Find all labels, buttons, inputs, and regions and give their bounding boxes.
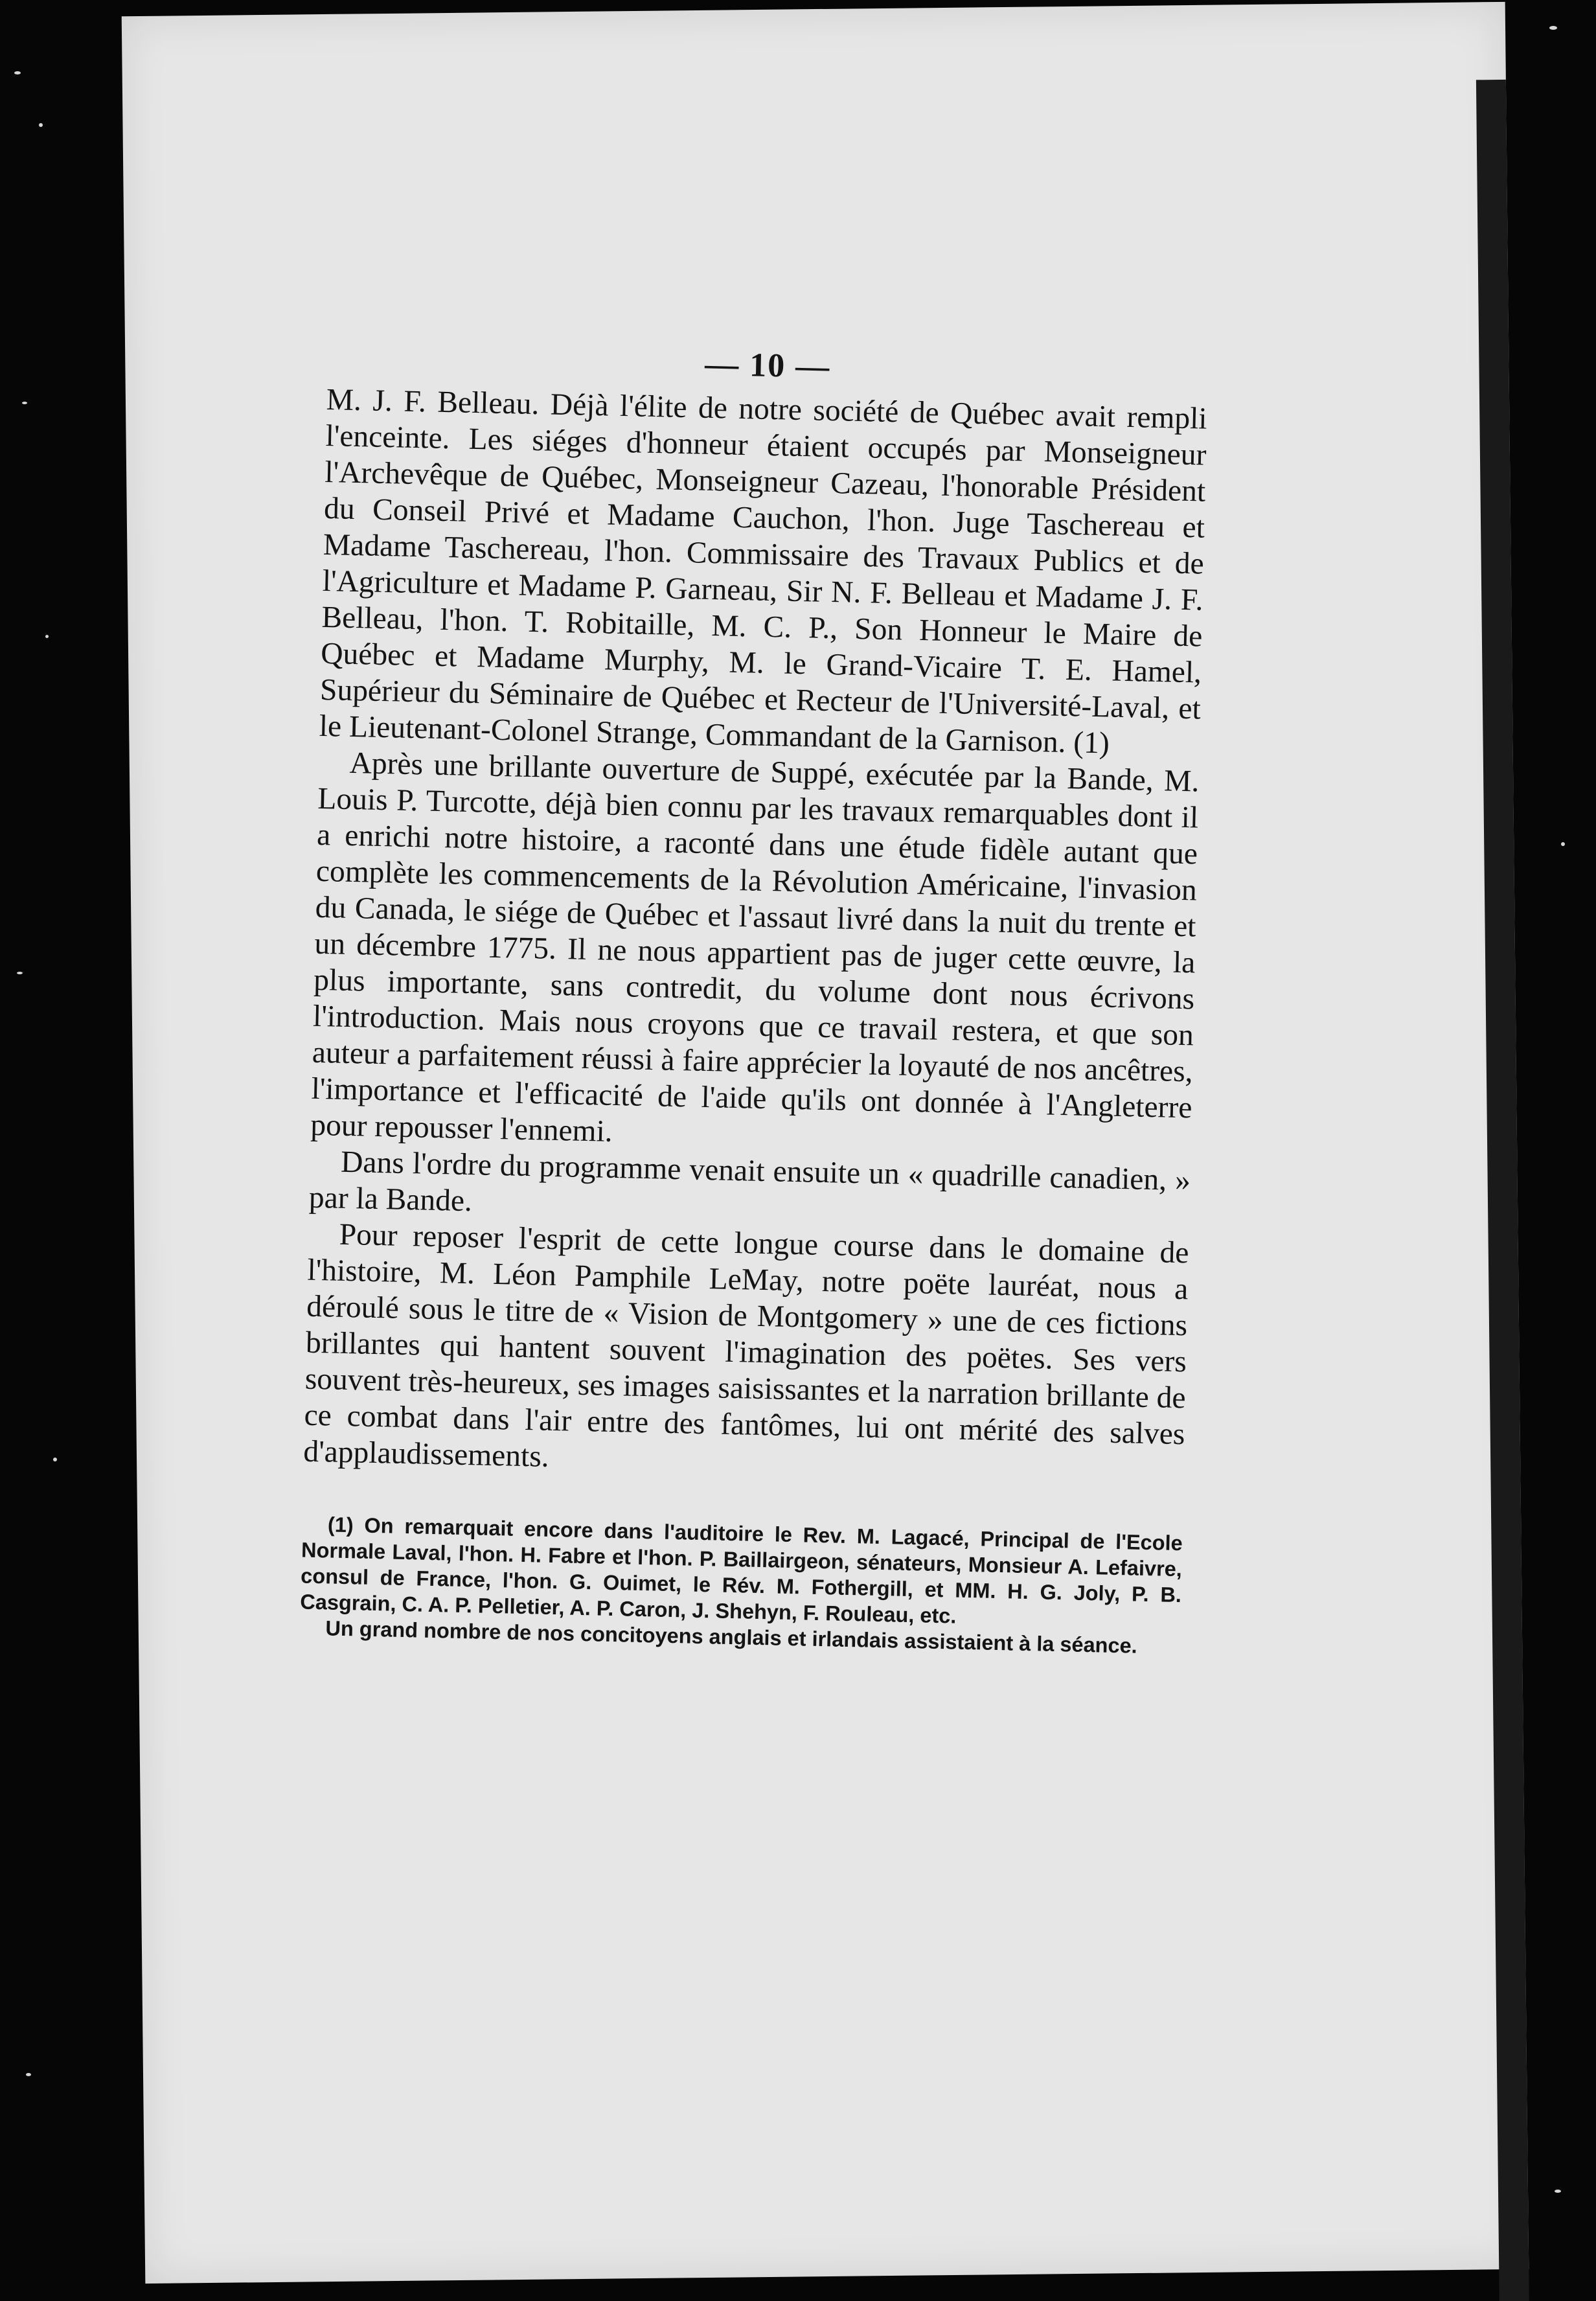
- paragraph: Après une brillante ouverture de Suppé, exécutée par la Bande, M. Louis P. Turcotte, déjà bien connu par les travaux remarquables dont il a enrichi notre histoire, a raconté dans une étude fidèle autant que complète les commencements de la Révolution Américaine, l'invasion du Canada, le siége de Québec et l'assaut livré dans la nuit du trente et un décembre 1775. Il ne nous appartient pas de juger cette œuvre, la plus importante, sans contredit, du volume dont nous écrivons l'introduction. Mais nous croyons que ce travail restera, et que son auteur a parfaitement réussi à faire apprécier la loyauté de nos ancêtres, l'importance et l'efficacité de l'aide qu'ils ont donnée à l'Angleterre pour repousser l'ennemi.: [310, 746, 1200, 1149]
- paragraph: M. J. F. Belleau. Déjà l'élite de notre société de Québec avait rempli l'enceinte. Les siéges d'honneur étaient occupés par Monseigneur l'Archevêque de Québec, Monseigneur Cazeau, l'honorable Président du Conseil Privé et Madame Cauchon, l'hon. Juge Taschereau et Madame Taschereau, l'hon. Commissaire des Travaux Publics et de l'Agriculture et Madame P. Garneau, Sir N. F. Belleau et Madame J. F. Belleau, l'hon. T. Robitaille, M. C. P., Son Honneur le Maire de Québec et Madame Murphy, M. le Grand-Vicaire T. E. Hamel, Supérieur du Séminaire de Québec et Recteur de l'Université-Laval, et le Lieutenant-Colonel Strange, Commandant de la Garnison. (1): [319, 382, 1208, 761]
- footnote: Un grand nombre de nos concitoyens anglais et irlandais assistaient à la séance.: [325, 1616, 1138, 1658]
- film-speck: [53, 1458, 57, 1461]
- film-speck: [1555, 2190, 1561, 2193]
- page-number: — 10 —: [704, 345, 831, 385]
- paragraph: Dans l'ordre du programme venait ensuite un « quadrille canadien, » par la Bande.: [308, 1145, 1191, 1219]
- film-speck: [1549, 26, 1557, 30]
- film-speck: [17, 972, 23, 974]
- adjacent-page-edge: [1476, 80, 1529, 2301]
- footnote: (1) On remarquait encore dans l'auditoire le Rev. M. Lagacé, Principal de l'Ecole Normale Laval, l'hon. H. Fabre et l'hon. P. Baillairgeon, sénateurs, Monsieur A. Lefaivre, consul de France, l'hon. G. Ouimet, le Rév. M. Fothergill, et MM. H. G. Joly, P. B. Casgrain, C. A. P. Pelletier, A. P. Caron, J. Shehyn, F. Rouleau, etc.: [300, 1513, 1183, 1628]
- film-speck: [45, 635, 49, 638]
- film-speck: [22, 402, 27, 404]
- page-text-block: [299, 337, 1209, 1660]
- film-speck: [1561, 842, 1565, 846]
- film-speck: [26, 2073, 31, 2076]
- paragraph: Pour reposer l'esprit de cette longue course dans le domaine de l'histoire, M. Léon Pamphile LeMay, notre poëte lauréat, nous a déroulé sous le titre de « Vision de Montgomery » une de ces fictions brillantes qui hantent souvent l'imagination des poëtes. Ses vers souvent très-heureux, ses images saisissantes et la narration brillante de ce combat dans l'air entre des fantômes, lui ont mérité des salves d'applaudissements.: [302, 1217, 1190, 1474]
- film-speck: [39, 123, 43, 127]
- film-speck: [14, 71, 21, 74]
- footnotes: [299, 1511, 1183, 1660]
- body-text: [303, 382, 1207, 1489]
